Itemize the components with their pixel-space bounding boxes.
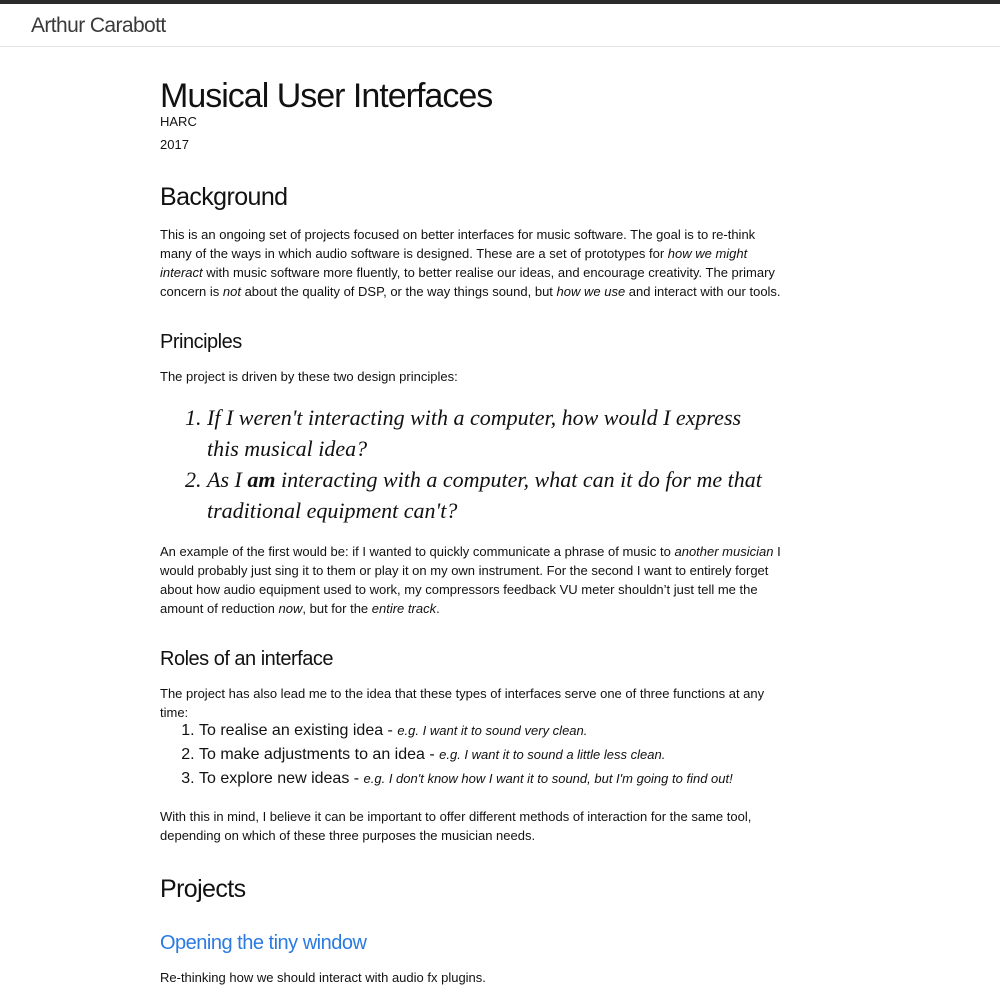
background-text-4: and interact with our tools. xyxy=(625,284,781,299)
background-heading: Background xyxy=(160,183,288,211)
roles-list xyxy=(160,719,829,791)
example-text-4: . xyxy=(436,601,440,616)
background-text-1: This is an ongoing set of projects focused on better interfaces for music software. The goal is to re-think many of the ways in which audio software is designed. These are a set of prototypes for xyxy=(160,227,756,261)
page-title: Musical User Interfaces xyxy=(160,77,493,115)
background-emphasis-1: how we might interact xyxy=(160,246,748,280)
example-emphasis-1: another musician xyxy=(674,544,774,559)
roles-heading: Roles of an interface xyxy=(160,648,333,670)
role-item-3 xyxy=(199,767,829,791)
site-header xyxy=(0,4,1000,47)
site-title-link[interactable]: Arthur Carabott xyxy=(31,14,166,37)
principles-heading: Principles xyxy=(160,331,242,353)
role-1-label: To realise an existing idea - xyxy=(199,722,398,739)
principles-intro: The project is driven by these two design principles: xyxy=(160,369,458,384)
roles-intro: The project has also lead me to the idea that these types of interfaces serve one of three functions at any time: xyxy=(160,686,765,720)
principle-2-strong: am xyxy=(247,467,276,492)
principles-list xyxy=(160,402,767,526)
example-text-2: I would probably just sing it to them or play it on my own instrument. For the second I want to entirely forget about how audio equipment used to work, my compressors feedback VU meter shouldn’t just tell me the amount of reduction xyxy=(160,544,781,616)
principle-item-1: 1. If I weren't interacting with a computer, how would I express this musical idea? xyxy=(207,402,767,464)
role-1-example: e.g. I want it to sound very clean. xyxy=(397,723,588,738)
role-3-example: e.g. I don't know how I want it to sound, but I'm going to find out! xyxy=(363,771,733,786)
background-text-2: with music software more fluently, to better realise our ideas, and encourage creativity. The primary concern is xyxy=(160,265,775,299)
example-text-1: An example of the first would be: if I wanted to quickly communicate a phrase of music to xyxy=(160,544,675,559)
project-link-opening-the-tiny-window[interactable]: Opening the tiny window xyxy=(160,932,367,954)
role-3-label: To explore new ideas - xyxy=(199,770,364,787)
role-2-label: To make adjustments to an idea - xyxy=(199,746,440,763)
role-item-2 xyxy=(199,743,829,767)
background-emphasis-3: how we use xyxy=(556,284,626,299)
background-paragraph xyxy=(160,225,790,301)
year-label: 2017 xyxy=(160,137,189,152)
project-description: Re-thinking how we should interact with audio fx plugins. xyxy=(160,970,486,985)
background-text-3: about the quality of DSP, or the way things sound, but xyxy=(240,284,557,299)
principle-2-text-post: interacting with a computer, what can it do for me that traditional equipment can't? xyxy=(207,467,762,523)
example-emphasis-2: now xyxy=(278,601,303,616)
role-2-example: e.g. I want it to sound a little less clean. xyxy=(439,747,666,762)
roles-conclusion: With this in mind, I believe it can be important to offer different methods of interaction for the same tool, depending on which of these three purposes the musician needs. xyxy=(160,809,752,843)
projects-heading: Projects xyxy=(160,875,246,903)
organization-label: HARC xyxy=(160,114,197,129)
principles-example-paragraph xyxy=(160,542,790,618)
example-emphasis-3: entire track xyxy=(371,601,437,616)
background-emphasis-2: not xyxy=(222,284,241,299)
principle-2-text-pre: As I xyxy=(207,467,248,492)
principle-item-2 xyxy=(207,464,767,526)
example-text-3: , but for the xyxy=(302,601,372,616)
role-item-1 xyxy=(199,719,829,743)
